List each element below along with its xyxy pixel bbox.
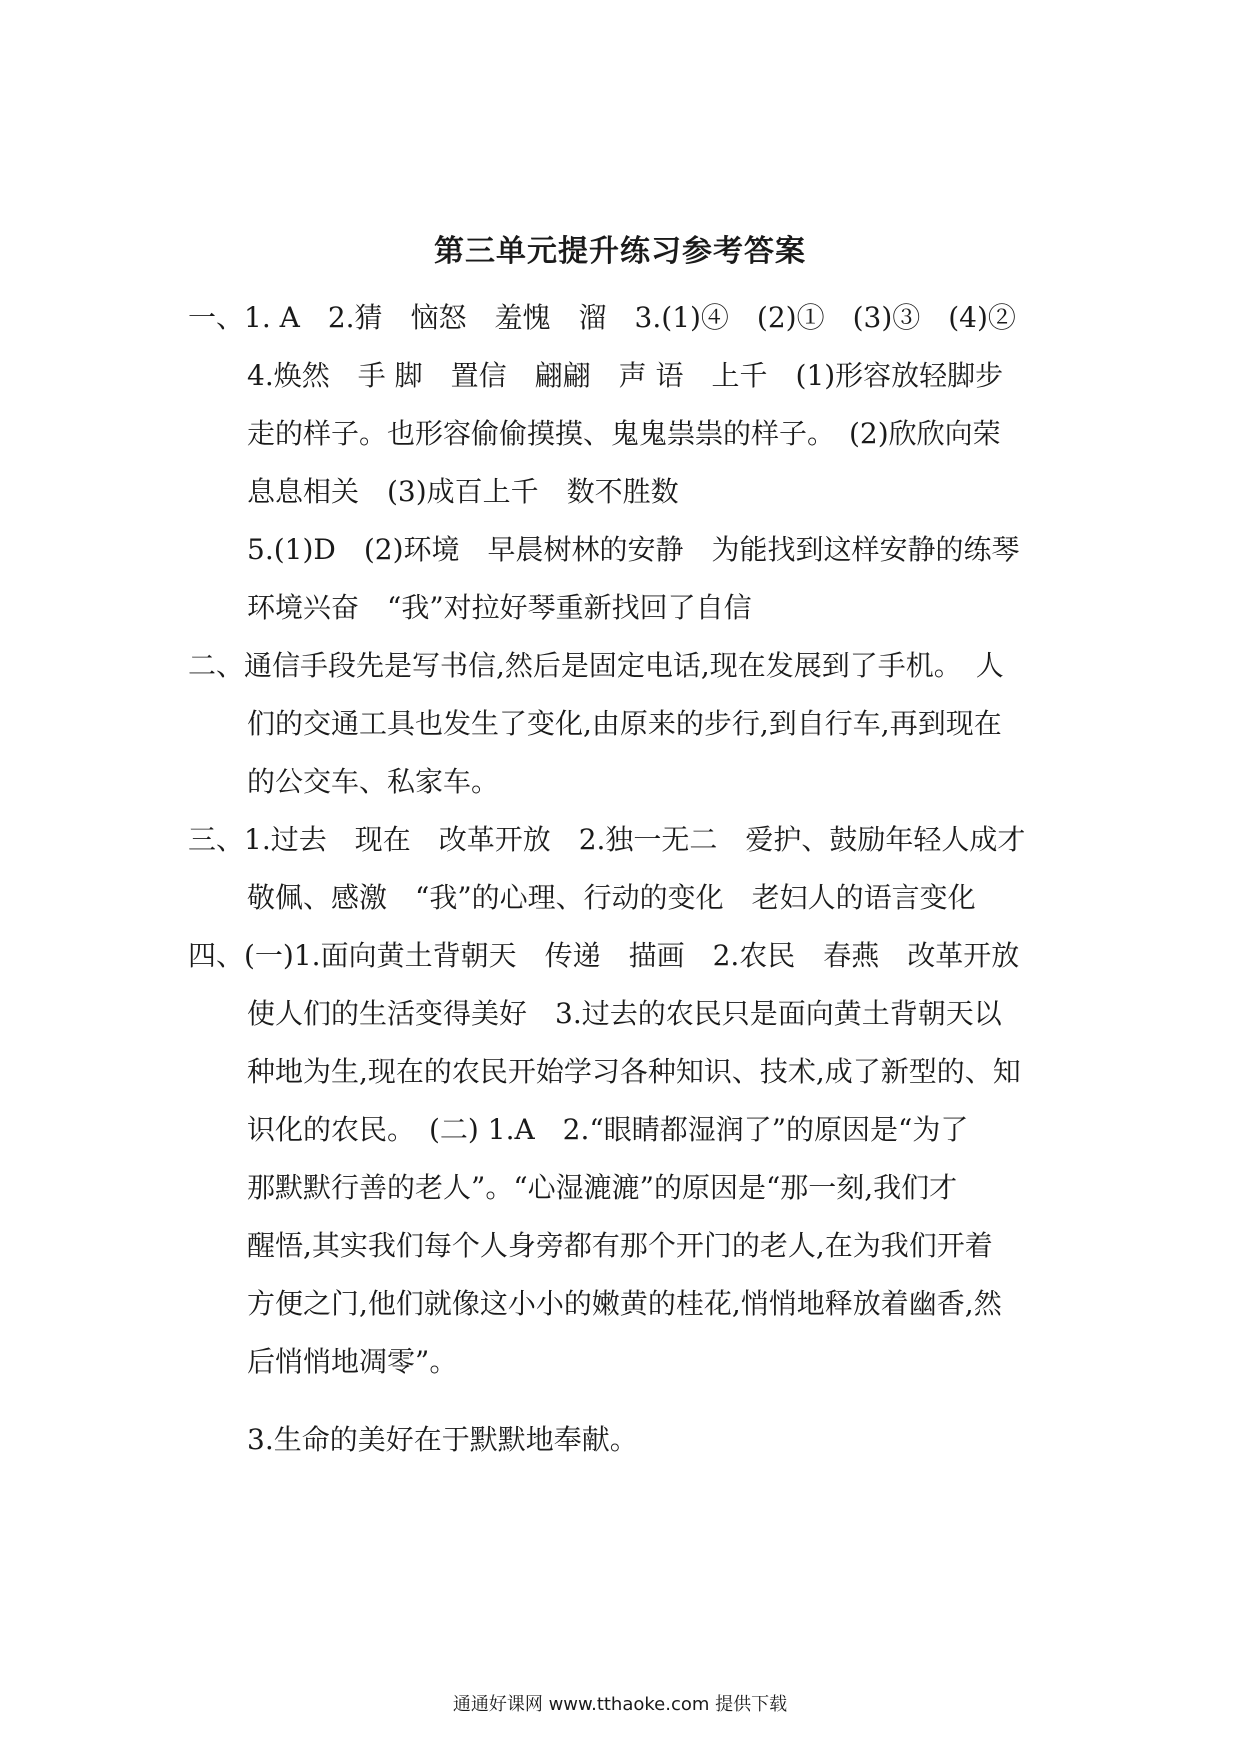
answer-line: 二、通信手段先是写书信,然后是固定电话,现在发展到了手机。 人: [188, 649, 1004, 682]
answer-line: 4.焕然 手 脚 置信 翩翩 声 语 上千 (1)形容放轻脚步: [247, 359, 1004, 392]
answer-line: 5.(1)D (2)环境 早晨树林的安静 为能找到这样安静的练琴: [247, 533, 1020, 566]
answer-line: 们的交通工具也发生了变化,由原来的步行,到自行车,再到现在: [247, 707, 1002, 740]
page-title: 第三单元提升练习参考答案: [434, 234, 806, 269]
answer-line: 3.生命的美好在于默默地奉献。: [247, 1423, 638, 1456]
answer-line: 使人们的生活变得美好 3.过去的农民只是面向黄土背朝天以: [247, 997, 1002, 1030]
answer-line: 三、1.过去 现在 改革开放 2.独一无二 爱护、鼓励年轻人成才: [188, 823, 1026, 856]
answer-line: 醒悟,其实我们每个人身旁都有那个开门的老人,在为我们开着: [247, 1229, 993, 1262]
answer-line: 息息相关 (3)成百上千 数不胜数: [247, 475, 679, 508]
answer-line: 那默默行善的老人”。“心湿漉漉”的原因是“那一刻,我们才: [247, 1171, 958, 1204]
answer-line: 种地为生,现在的农民开始学习各种知识、技术,成了新型的、知: [247, 1055, 1021, 1088]
answer-line: 一、1. A 2.猜 恼怒 羞愧 溜 3.(1)④ (2)① (3)③ (4)②: [188, 301, 1016, 334]
answer-line: 方便之门,他们就像这小小的嫩黄的桂花,悄悄地释放着幽香,然: [247, 1287, 1002, 1320]
answer-line: 四、(一)1.面向黄土背朝天 传递 描画 2.农民 春燕 改革开放: [188, 939, 1020, 972]
answer-line: 走的样子。也形容偷偷摸摸、鬼鬼祟祟的样子。 (2)欣欣向荣: [247, 417, 1001, 450]
footer-watermark: 通通好课网 www.tthaoke.com 提供下载: [452, 1694, 788, 1715]
answer-line: 识化的农民。 (二) 1.A 2.“眼睛都湿润了”的原因是“为了: [247, 1113, 969, 1146]
answer-line: 环境兴奋 “我”对拉好琴重新找回了自信: [247, 591, 752, 624]
answer-line: 敬佩、感激 “我”的心理、行动的变化 老妇人的语言变化: [247, 881, 976, 914]
answer-line: 的公交车、私家车。: [247, 765, 500, 798]
answer-line: 后悄悄地凋零”。: [247, 1345, 458, 1378]
